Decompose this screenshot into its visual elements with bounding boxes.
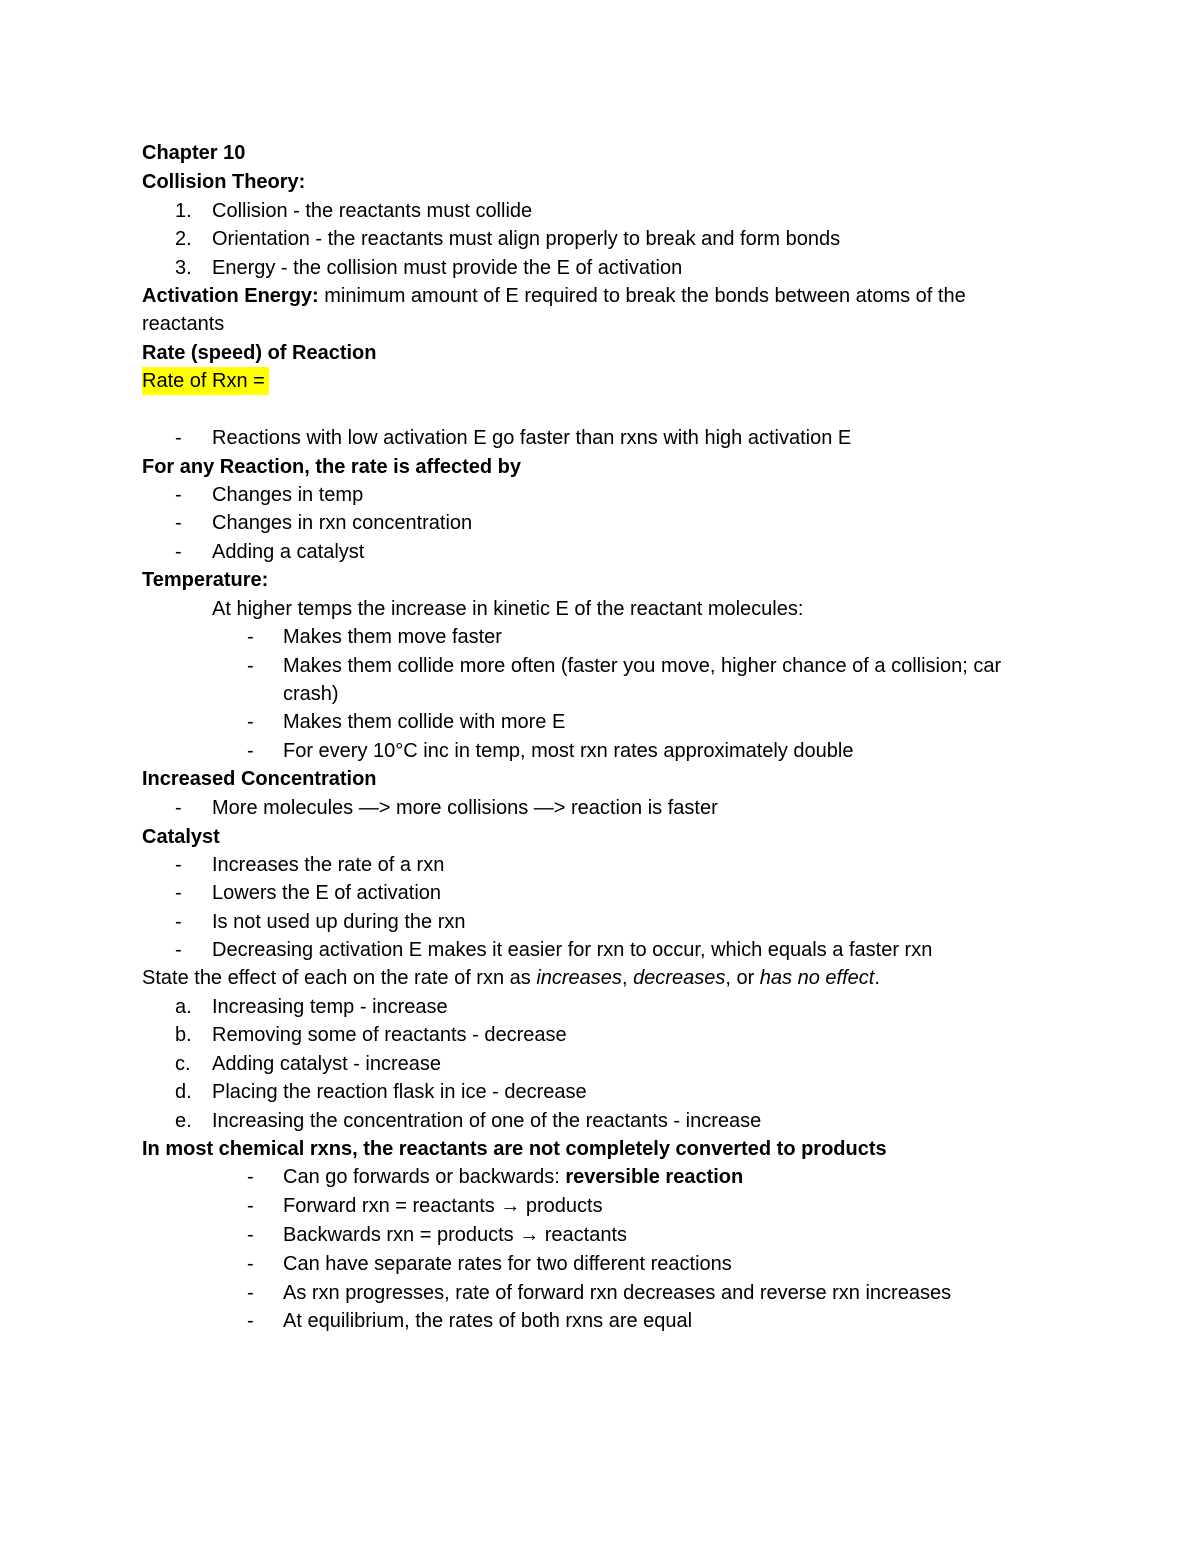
list-text-plain: Can go forwards or backwards: [283,1166,566,1188]
equilibrium-heading: In most chemical rxns, the reactants are not completely converted to products [142,1138,887,1160]
temperature-intro: At higher temps the increase in kinetic E of the reactant molecules: [212,598,804,620]
dash-marker: - [175,484,182,506]
list-text: Is not used up during the rxn [212,911,466,933]
list-text: Changes in temp [212,484,364,506]
chapter-title: Chapter 10 [142,142,246,164]
dash-marker: - [175,911,182,933]
dash-marker: - [247,626,254,648]
dash-marker: - [175,854,182,876]
list-text: Lowers the E of activation [212,882,442,904]
list-text [283,1163,743,1191]
dash-marker: - [175,512,182,534]
list-letter: c. [175,1053,191,1075]
dash-marker: - [175,939,182,961]
activation-label: Activation Energy: [142,285,319,307]
list-text: Forward rxn = reactants → products [283,1195,603,1217]
list-text: Placing the reaction flask in ice - decrease [212,1081,587,1103]
list-number: 2. [175,228,192,250]
question-prefix: State the effect of each on the rate of rxn as [142,967,537,989]
list-text: For every 10°C inc in temp, most rxn rates approximately double [283,740,854,762]
reversible-reaction-term: reversible reaction [565,1166,744,1188]
activation-energy-paragraph [142,282,966,310]
question-option: has no effect [759,967,875,989]
list-text: Makes them collide with more E [283,711,566,733]
rate-formula-line [142,367,269,395]
dash-marker: - [175,882,182,904]
list-text: Increasing the concentration of one of the reactants - increase [212,1110,762,1132]
list-text: Energy - the collision must provide the E of activation [212,257,683,279]
dash-marker: - [247,711,254,733]
list-letter: b. [175,1024,192,1046]
temperature-heading: Temperature: [142,569,269,591]
dash-marker: - [247,1224,254,1246]
list-text: Increasing temp - increase [212,996,448,1018]
question-separator: , or [725,967,760,989]
catalyst-heading: Catalyst [142,826,220,848]
list-text: Makes them move faster [283,626,502,648]
activation-text-continued: reactants [142,313,225,335]
question-prompt [142,964,880,992]
question-option: increases [536,967,622,989]
collision-heading: Collision Theory: [142,171,306,193]
dash-marker: - [247,1282,254,1304]
list-text: At equilibrium, the rates of both rxns are equal [283,1310,693,1332]
list-letter: d. [175,1081,192,1103]
dash-marker: - [247,1166,254,1188]
dash-marker: - [175,427,182,449]
list-text: Removing some of reactants - decrease [212,1024,567,1046]
dash-marker: - [175,797,182,819]
list-text: Decreasing activation E makes it easier for rxn to occur, which equals a faster rxn [212,939,933,961]
list-text: Reactions with low activation E go faster than rxns with high activation E [212,427,852,449]
list-text: More molecules —> more collisions —> reaction is faster [212,797,718,819]
list-text: Orientation - the reactants must align properly to break and form bonds [212,228,841,250]
dash-marker: - [247,1310,254,1332]
list-text: Adding catalyst - increase [212,1053,442,1075]
list-text: Can have separate rates for two different reactions [283,1253,732,1275]
list-letter: a. [175,996,192,1018]
list-text: Adding a catalyst [212,541,365,563]
rate-heading: Rate (speed) of Reaction [142,342,377,364]
list-text-continued: crash) [283,683,339,705]
concentration-heading: Increased Concentration [142,768,377,790]
question-option: decreases [633,967,726,989]
affected-heading: For any Reaction, the rate is affected by [142,456,521,478]
activation-text: minimum amount of E required to break the bonds between atoms of the [318,285,966,307]
list-text: Changes in rxn concentration [212,512,473,534]
dash-marker: - [247,740,254,762]
list-text: Makes them collide more often (faster you move, higher chance of a collision; car [283,655,1002,677]
list-text: As rxn progresses, rate of forward rxn decreases and reverse rxn increases [283,1282,952,1304]
list-text: Increases the rate of a rxn [212,854,445,876]
list-number: 3. [175,257,192,279]
dash-marker: - [175,541,182,563]
list-text: Backwards rxn = products → reactants [283,1224,628,1246]
list-number: 1. [175,200,192,222]
dash-marker: - [247,1253,254,1275]
question-suffix: . [874,967,880,989]
list-letter: e. [175,1110,192,1132]
dash-marker: - [247,655,254,677]
dash-marker: - [247,1195,254,1217]
rate-formula-highlight: Rate of Rxn = [142,367,269,395]
list-text: Collision - the reactants must collide [212,200,533,222]
question-separator: , [621,967,634,989]
